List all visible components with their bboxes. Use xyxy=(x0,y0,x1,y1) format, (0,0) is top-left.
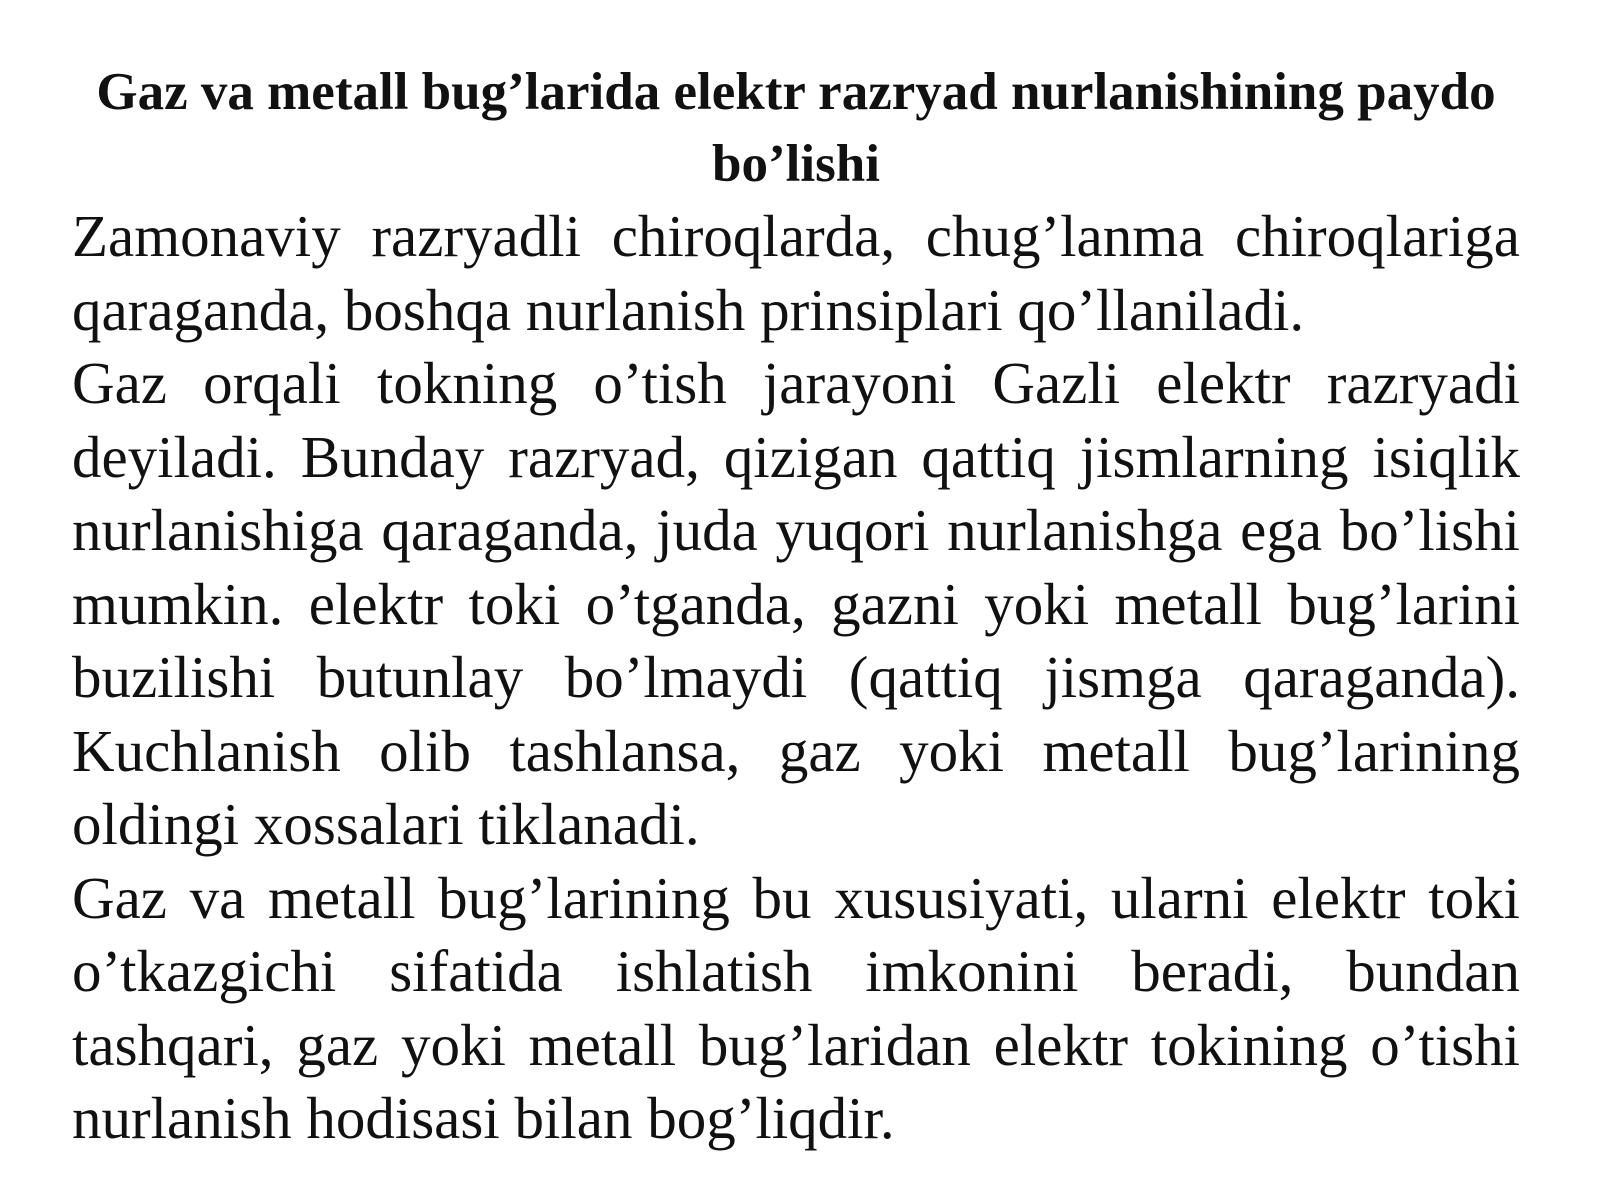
paragraph-2: Gaz orqali tokning o’tish jarayoni Gazli elektr razryadi deyiladi. Bunday razryad, qizigan qattiq jismlarning isiqlik nurlanishiga qaraganda, juda yuqori nurlanishga ega bo’lishi mumkin. elektr toki o’tganda, gazni yoki metall bug’larini buzilishi butunlay bo’lmaydi (qattiq jismga qaraganda). Kuchlanish olib tashlansa, gaz yoki metall bug’larining oldingi xossalari tiklanadi. xyxy=(72,350,1520,857)
slide-title: Gaz va metall bug’larida elektr razryad nurlanishining paydo bo’lishi xyxy=(96,63,1496,193)
paragraph-3: Gaz va metall bug’larining bu xususiyati, ularni elektr toki o’tkazgichi sifatida ishlatish imkonini beradi, bundan tashqari, gaz yoki metall bug’laridan elektr tokining o’tishi nurlanish hodisasi bilan bog’liqdir. xyxy=(72,864,1520,1151)
slide-content xyxy=(72,56,1520,1176)
paragraph-1: Zamonaviy razryadli chiroqlarda, chug’lanma chiroqlariga qaraganda, boshqa nurlanish prinsiplari qo’llaniladi. xyxy=(72,203,1520,343)
